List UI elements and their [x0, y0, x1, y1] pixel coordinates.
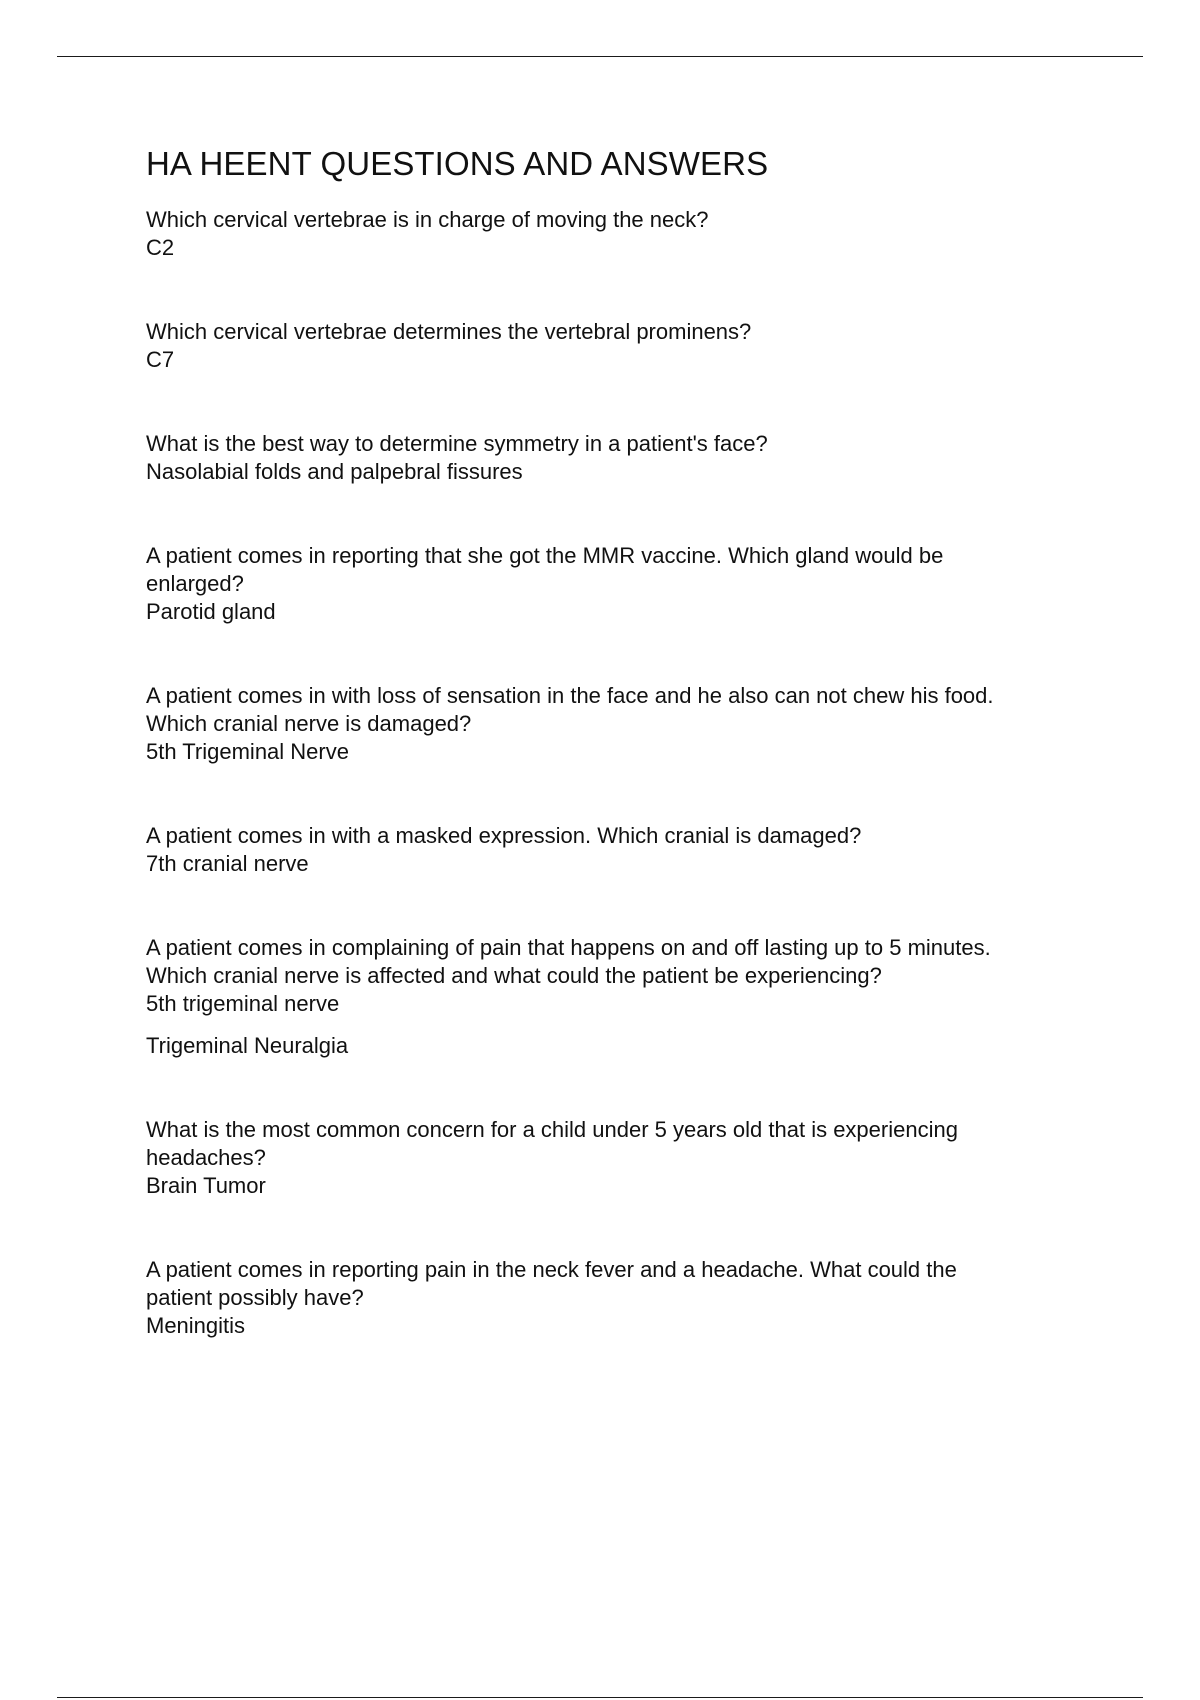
- qa-item: [146, 318, 1106, 374]
- question-text: A patient comes in with loss of sensation in the face and he also can not chew his food. Which cranial nerve is damaged?: [146, 683, 994, 736]
- top-divider: [57, 56, 1143, 57]
- qa-item: [146, 430, 1106, 486]
- answer-extra-text: Trigeminal Neuralgia: [146, 1033, 349, 1058]
- answer-text: Meningitis: [146, 1313, 246, 1338]
- answer-text: Brain Tumor: [146, 1173, 266, 1198]
- answer-text: Parotid gland: [146, 599, 276, 624]
- question-text: Which cervical vertebrae determines the vertebral prominens?: [146, 319, 752, 344]
- question-text: A patient comes in reporting that she got the MMR vaccine. Which gland would be enlarged?: [146, 543, 944, 596]
- answer-text: C2: [146, 235, 175, 260]
- qa-item: [146, 542, 1106, 626]
- document-body: [146, 144, 1106, 1340]
- question-text: Which cervical vertebrae is in charge of moving the neck?: [146, 207, 709, 232]
- question-text: What is the most common concern for a child under 5 years old that is experiencing headaches?: [146, 1117, 958, 1170]
- bottom-divider: [57, 1697, 1143, 1698]
- qa-item: [146, 1116, 1106, 1200]
- question-text: A patient comes in complaining of pain that happens on and off lasting up to 5 minutes. Which cranial nerve is affected and what could the patient be experiencing?: [146, 935, 991, 988]
- qa-item: [146, 822, 1106, 878]
- qa-item: [146, 934, 1106, 1060]
- answer-text: 5th trigeminal nerve: [146, 991, 340, 1016]
- qa-item: [146, 206, 1106, 262]
- qa-item: [146, 682, 1106, 766]
- question-text: What is the best way to determine symmetry in a patient's face?: [146, 431, 768, 456]
- answer-text: 5th Trigeminal Nerve: [146, 739, 349, 764]
- page-title: HA HEENT QUESTIONS AND ANSWERS: [146, 145, 769, 182]
- answer-text: Nasolabial folds and palpebral fissures: [146, 459, 523, 484]
- answer-text: 7th cranial nerve: [146, 851, 309, 876]
- qa-item: [146, 1256, 1106, 1340]
- question-text: A patient comes in with a masked expression. Which cranial is damaged?: [146, 823, 862, 848]
- answer-text: C7: [146, 347, 175, 372]
- question-text: A patient comes in reporting pain in the neck fever and a headache. What could the patient possibly have?: [146, 1257, 957, 1310]
